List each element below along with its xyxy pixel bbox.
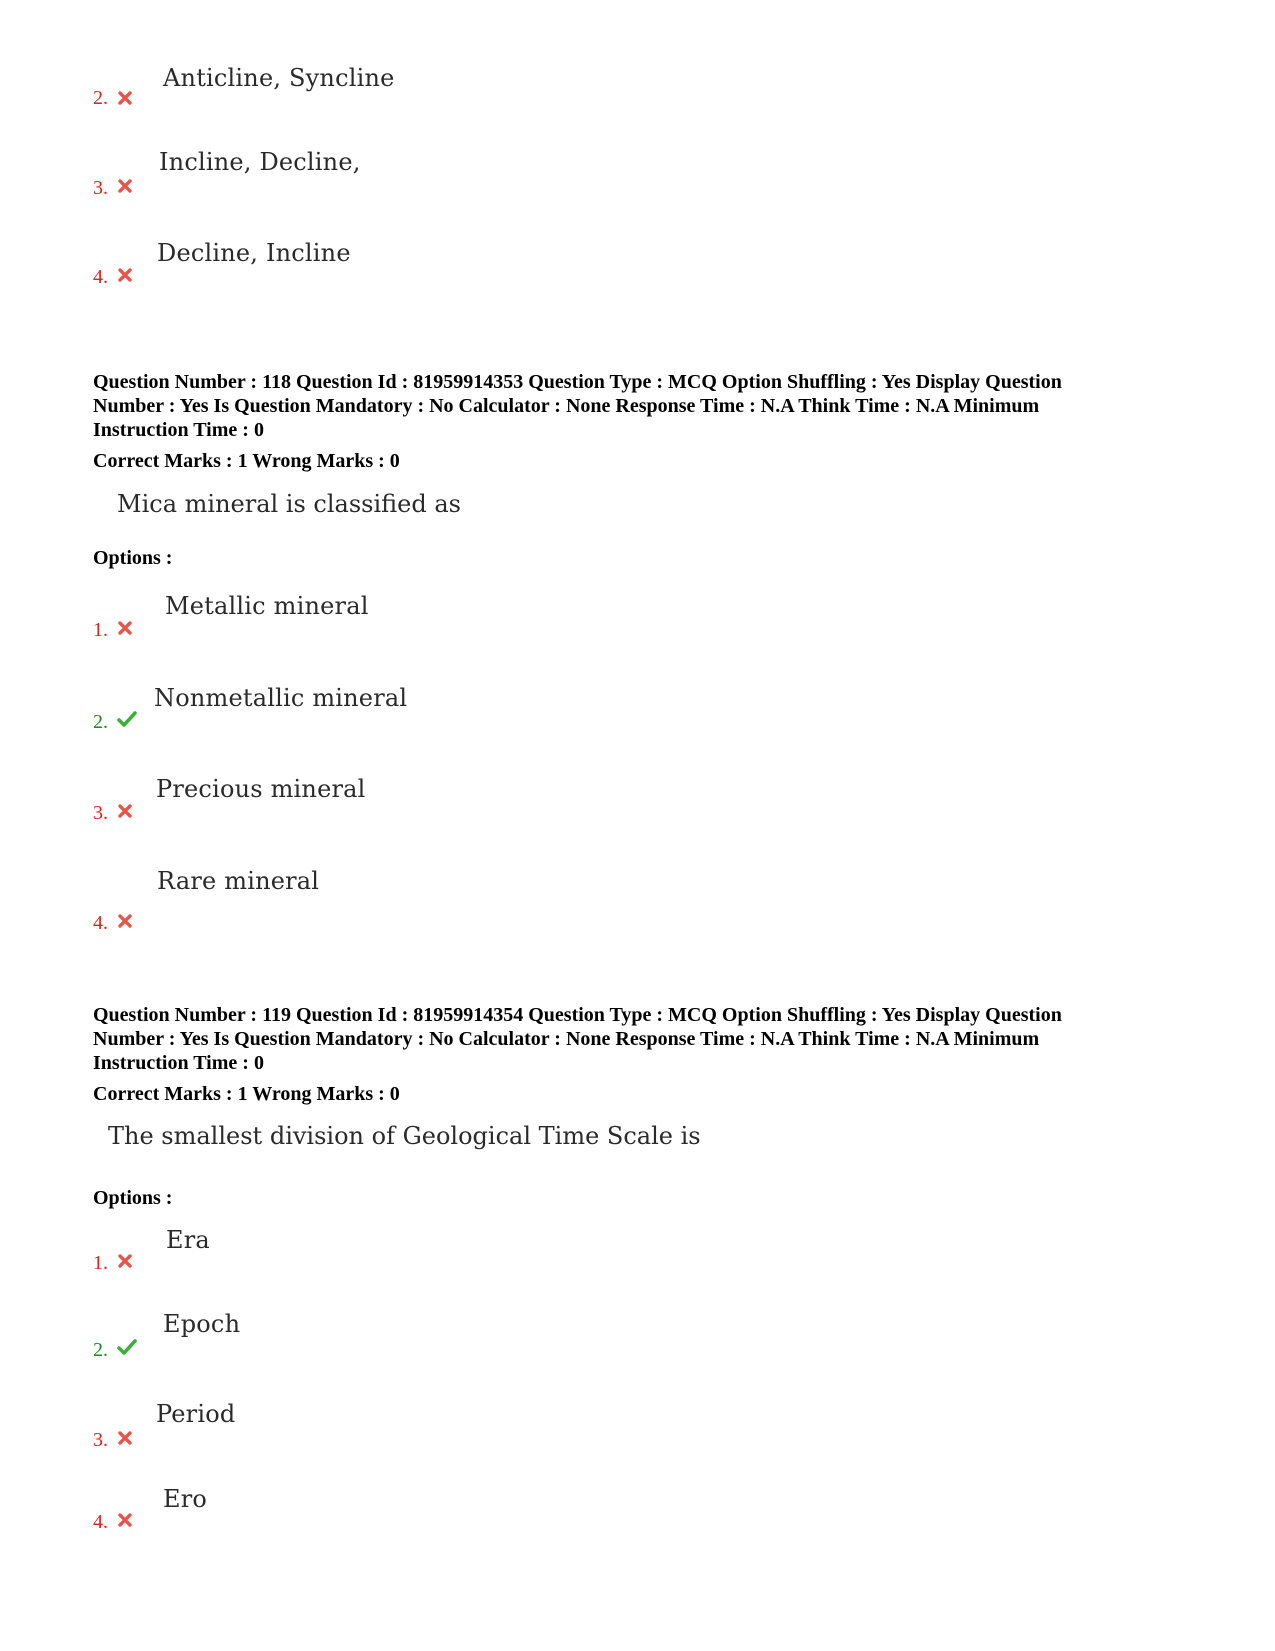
option-text: Era (166, 1226, 210, 1254)
option-text: Precious mineral (156, 775, 366, 803)
option-item (93, 775, 693, 835)
marks-info: Correct Marks : 1 Wrong Marks : 0 (93, 1083, 400, 1105)
option-number: 1. (93, 1252, 108, 1274)
option-item (93, 867, 693, 934)
option-text: Anticline, Syncline (163, 64, 395, 92)
option-number: 2. (93, 711, 108, 733)
option-number: 4. (93, 912, 108, 934)
option-item (93, 1310, 693, 1370)
question-text: The smallest division of Geological Time Scale is (108, 1122, 701, 1150)
question-meta-line: Number : Yes Is Question Mandatory : No Calculator : None Response Time : N.A Think Time : N.A Minimum (93, 1028, 1040, 1050)
option-number: 3. (93, 802, 108, 824)
cross-icon (117, 913, 133, 929)
option-text: Period (156, 1400, 236, 1428)
option-number: 4. (93, 266, 108, 288)
option-text: Nonmetallic mineral (154, 684, 408, 712)
check-icon (117, 710, 137, 728)
cross-icon (117, 178, 133, 194)
question-meta-line: Instruction Time : 0 (93, 419, 264, 441)
option-text: Incline, Decline, (159, 148, 361, 176)
option-number: 1. (93, 619, 108, 641)
options-label: Options : (93, 1187, 173, 1209)
option-number: 3. (93, 177, 108, 199)
option-text: Epoch (163, 1310, 241, 1338)
option-item (93, 239, 693, 299)
option-number: 2. (93, 87, 108, 109)
question-text: Mica mineral is classified as (117, 490, 461, 518)
option-item (93, 592, 693, 652)
cross-icon (117, 90, 133, 106)
option-text: Metallic mineral (165, 592, 369, 620)
option-number: 2. (93, 1339, 108, 1361)
option-item (93, 684, 693, 744)
cross-icon (117, 803, 133, 819)
option-number: 3. (93, 1429, 108, 1451)
marks-info: Correct Marks : 1 Wrong Marks : 0 (93, 450, 400, 472)
options-label: Options : (93, 547, 173, 569)
cross-icon (117, 1512, 133, 1528)
option-item (93, 1400, 693, 1460)
option-item (93, 1226, 693, 1286)
option-number: 4. (93, 1511, 108, 1533)
question-meta-line: Number : Yes Is Question Mandatory : No Calculator : None Response Time : N.A Think Time : N.A Minimum (93, 395, 1040, 417)
cross-icon (117, 620, 133, 636)
question-meta (93, 1003, 1193, 1075)
option-text: Ero (163, 1485, 208, 1513)
cross-icon (117, 267, 133, 283)
option-item (93, 148, 693, 208)
cross-icon (117, 1430, 133, 1446)
option-item (93, 1485, 693, 1545)
question-meta-line: Instruction Time : 0 (93, 1052, 264, 1074)
question-meta-line: Question Number : 119 Question Id : 81959914354 Question Type : MCQ Option Shuffling : Yes Display Question (93, 1004, 1062, 1026)
question-meta (93, 370, 1193, 442)
check-icon (117, 1338, 137, 1356)
question-meta-line: Question Number : 118 Question Id : 81959914353 Question Type : MCQ Option Shuffling : Yes Display Question (93, 371, 1062, 393)
option-item (93, 64, 693, 124)
option-text: Decline, Incline (157, 239, 351, 267)
cross-icon (117, 1253, 133, 1269)
option-text: Rare mineral (157, 867, 320, 895)
